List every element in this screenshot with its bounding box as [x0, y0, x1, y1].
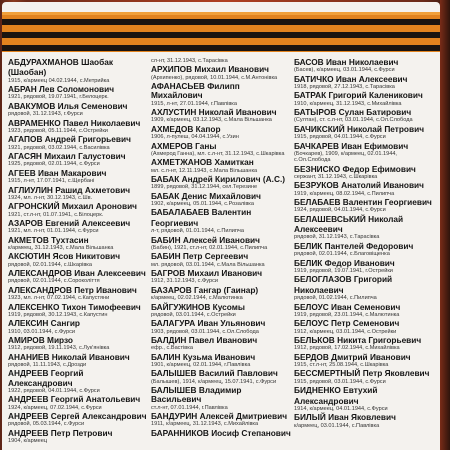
entry-name: Николаевич: [294, 284, 344, 295]
entry-name: БАБАК Денис Михайлович: [151, 190, 261, 201]
entry-name: БАНДУРИН Алексей Дмитриевич: [151, 411, 288, 422]
entry-details: рядовой, 02.01.1944, с.Благовіщенка: [294, 251, 390, 258]
entry-details: к/армеец, 03.01.1944, с.Павлівка: [294, 422, 380, 429]
entry-details: 1912, рядовой, 19.11.1943, с.Лук'янівка: [8, 345, 110, 352]
entry-details: 1904, к/армеец: [8, 438, 48, 445]
memorial-entry: [294, 58, 434, 74]
memorial-entry: [151, 158, 291, 174]
memorial-entry: [8, 369, 148, 394]
entry-name: Александрович: [294, 395, 359, 406]
memorial-entry: [8, 119, 148, 135]
memorial-entry: [294, 369, 434, 385]
memorial-entry: [294, 142, 434, 164]
entry-details: сержант, 31.12.1943, с.Шкарівка: [294, 173, 378, 180]
memorial-entry: [8, 269, 148, 285]
entry-name: АХМЕДОВ Капор: [151, 123, 221, 134]
entry-name: БЕЗНИСКО Федор Ефимович: [294, 163, 416, 174]
memorial-entry: [294, 319, 434, 335]
entry-name: БИЛЫЙ Иван Яковлевич: [294, 412, 396, 423]
entry-details: к/армеец, 31.12.1943, с.Мала Вільшанка: [8, 244, 114, 251]
memorial-entry: [8, 102, 148, 118]
entry-name: БАЛЫШЕВ Владимир Васильевич: [151, 385, 242, 405]
entry-name: БЕЛОУС Петр Семенович: [294, 318, 400, 329]
memorial-entry: [151, 336, 291, 352]
entry-name: АНАНИЕВ Николай Иванович: [8, 351, 130, 362]
entry-name: АКСЮТИН Ясов Никитович: [8, 251, 121, 262]
memorial-entry: [294, 397, 434, 413]
entry-details: мл. с.л-нт, 12.11.1943, с.Мала Вільшанка: [151, 167, 258, 174]
entry-details: 1922, рядовой, 04.01.1944, с.Фурси: [8, 387, 100, 394]
memorial-entry: [294, 198, 434, 214]
entry-details: ефр., с.Вастівка: [151, 345, 193, 352]
entry-name: АБРАН Лев Соломонович: [8, 84, 115, 95]
entry-details: 1912, 31.12.1943, с.Фурси: [151, 278, 219, 285]
memorial-entry: [151, 219, 291, 235]
entry-details: 1901, к/армеец, 02.01.1944, г.Павлівка: [151, 361, 251, 368]
memorial-entry: [294, 125, 434, 141]
entry-details: 1919, к/армеец, 08.02.1944, с.Пилипча: [294, 190, 395, 197]
entry-name: АХЛУСТИН Николай Иванович: [151, 107, 277, 118]
entry-name: БАБИН Алексей Иванович: [151, 234, 260, 245]
entry-details: ст.л-нт, 07.01.1944, г.Павлівка: [151, 404, 228, 411]
column-1: [8, 58, 151, 450]
memorial-entry: [151, 208, 291, 217]
entry-details: 1902, к/армеец, 05.01.1944, с.Розалівка: [151, 201, 254, 208]
entry-name: БАЛЫШЕВ Василий Павлович: [151, 368, 278, 379]
entry-name: АВАКУМОВ Илья Семенович: [8, 100, 128, 111]
memorial-entry: [8, 429, 148, 445]
memorial-entry: [151, 142, 291, 158]
memorial-entry: [151, 252, 291, 268]
memorial-entry: [8, 58, 148, 67]
memorial-entry: [8, 219, 148, 235]
entry-name: АГРОНСКИЙ Михаил Аронович: [8, 201, 137, 212]
entry-name: АКМЕТОВ Тухтасин: [8, 234, 89, 245]
memorial-entry: [8, 319, 148, 335]
entry-details: 1915, к/армеец 04.02.1944, с.Метрийка: [8, 77, 110, 84]
entry-details: (Султан), ст. с.л-нт, 03.01.1944, с.Ол.Слобода: [294, 117, 413, 124]
entry-details: (Архипенко), рядовой, 10.01.1944, с.М.Антонівка: [151, 74, 278, 81]
entry-name: БЕЛИК Пантелей Федорович: [294, 240, 414, 251]
entry-details: рядовой, 31.12.1943, с.Тарасівка: [294, 234, 380, 241]
memorial-entry: [294, 181, 434, 197]
entry-details: мл. рядовой, 03.01.1944, с.Мала Вільшанка: [151, 261, 265, 268]
column-2: [151, 58, 294, 450]
entry-name: АРХИПОВ Михаил Иванович: [151, 64, 270, 75]
entry-name: БАЛИН Кузьма Иванович: [151, 351, 256, 362]
entry-details: 1910, 03.01.1944, с.Фурси: [8, 328, 76, 335]
memorial-entry: [151, 386, 291, 411]
column-3: [294, 58, 437, 450]
memorial-entry: [151, 369, 291, 385]
entry-details: 1909, к/армеец, 03.12.1943, с.Мала Вільшанка: [151, 117, 272, 124]
entry-details: рядовой, 02.01.1944, с.Шкарівка: [8, 261, 92, 268]
memorial-entry: [294, 215, 434, 224]
entry-name: БАЧИКСКИЙ Николай Петрович: [294, 123, 425, 134]
memorial-entry: [294, 225, 434, 241]
entry-details: (Ахмерод Ганна), мл. с.л-нт, 31.12.1943, с.Шкарівка: [151, 150, 285, 157]
memorial-entry: [294, 275, 434, 284]
memorial-entry: [151, 58, 291, 64]
entry-details: 1924, мл. л-нт, 30.12.1943, с.Шв.: [8, 194, 93, 201]
memorial-entry: [294, 108, 434, 124]
memorial-entry: [294, 259, 434, 275]
entry-name: БАБИН Петр Сергеевич: [151, 251, 249, 262]
entry-name: БАЛАГУРА Иван Ульянович: [151, 318, 266, 329]
entry-details: рядовой, 02.01.1944, с.Сороколіття: [8, 278, 100, 285]
memorial-entry: [294, 286, 434, 302]
memorial-entry: [8, 202, 148, 218]
memorial-entry: [151, 412, 291, 428]
entry-details: рядовой, 01.02.1944, с.Пилипча: [294, 295, 377, 302]
entry-name: БЕРДОВ Дмитрий Иванович: [294, 351, 411, 362]
entry-details: сл-нт, 31.12.1943, с.Тарасівка: [151, 58, 228, 64]
entry-name: АМИРОВ Мирзо: [8, 334, 73, 345]
memorial-entry: [151, 175, 291, 191]
entry-name: АЛЕКСЕНКО Тихон Тимофеевич: [8, 301, 141, 312]
memorial-entry: [8, 395, 148, 411]
entry-details: 1906, л-пулеш, 04.04.1944, с.Узин: [151, 134, 239, 141]
memorial-entry: [151, 108, 291, 124]
entry-name: Алексеевич: [294, 224, 343, 235]
memorial-entry: [151, 286, 291, 302]
entry-name: АГАПОВ Андрей Григорьевич: [8, 134, 131, 145]
memorial-entry: [151, 82, 291, 107]
entry-name: АГЛИУЛИН Рашид Ахметович: [8, 184, 131, 195]
entry-details: (Бабин), 1921, ст.л-нт, 02.01.1944, с.Пилипча: [151, 244, 268, 251]
st-george-ribbon: [2, 12, 440, 52]
entry-details: 1911, к/армеец, 31.12.1943, с.Михайлівка: [151, 421, 259, 428]
memorial-entry: [294, 386, 434, 395]
entry-details: 1921, рядовой, 19.07.1941, г.Белоцерк.: [8, 94, 109, 101]
entry-details: 1914, к/армеец, 04.01.1944, с.Фурси: [294, 405, 388, 412]
memorial-entry: [151, 429, 291, 438]
entry-details: 1924, к/армеец, 07.02.1944, с.Фурси: [8, 404, 102, 411]
entry-name: БЕЛЬКОВ Никита Григорьевич: [294, 334, 422, 345]
book-spine-edge: [440, 0, 450, 450]
entry-name: БЕЗРУКОВ Анатолий Иванович: [294, 180, 424, 191]
memorial-entry: [151, 269, 291, 285]
memorial-entry: [294, 165, 434, 181]
entry-name: АНДРЕЕВ Георгий Анатольевич: [8, 394, 141, 405]
entry-details: рядовой, 31.12.1943, г.Фурси: [8, 111, 83, 118]
memorial-entry: [8, 412, 148, 428]
memorial-entry: [294, 353, 434, 369]
entry-name: БЕЛОГЛАЗОВ Григорий: [294, 274, 393, 285]
entry-name: АЛЕКСАНДРОВ Иван Алексеевич: [8, 268, 146, 279]
memorial-entry: [151, 236, 291, 252]
entry-name: БАЗАРОВ Гангар (Гаинар): [151, 284, 259, 295]
memorial-entry: [151, 319, 291, 335]
entry-name: БАТРАК Григорий Каленикович: [294, 90, 423, 101]
entry-name: БАСОВ Иван Николаевич: [294, 58, 399, 67]
entry-details: 1915, рядовой, 04.01.1944, с.Фурси: [294, 134, 386, 141]
entry-details: 1923, мл. л-нт, 07.02.1944, с.Капустяни: [8, 295, 110, 302]
memorial-entry: [8, 303, 148, 319]
memorial-entry: [151, 303, 291, 319]
entry-name: БАЙГУЖИНОВ Кусомы: [151, 301, 245, 312]
entry-details: 1903, рядовой, 03.01.1944, с.Ол.Слобода: [151, 328, 259, 335]
entry-name: БЕССМЕРТНЫЙ Петр Яковлевич: [294, 368, 430, 379]
entry-details: рядовой, 03.01.1944, с.Острейки: [151, 311, 236, 318]
entry-details: 1923, рядовой, 05.11.1944, с.Острейки: [8, 127, 108, 134]
entry-name: АЛЕКСАНДРОВ Петр Иванович: [8, 284, 137, 295]
entry-name: Георгиевич: [151, 217, 199, 228]
entry-details: рядовой, 11.11.1943, с.Дрозди: [8, 361, 87, 368]
entry-details: 1915, рядовой, 03.01.1944, с.Фурси: [294, 378, 386, 385]
entry-details: 1925, рядовой, 02.01.1944, с.Фурси: [8, 161, 100, 168]
entry-details: 1912, рядовой, 17.02.1944, с.Михайлівка: [294, 345, 400, 352]
entry-name: БАТИЧКО Иван Алексеевич: [294, 73, 408, 84]
entry-details: 1915, л-нт, 27.01.1944, г.Павлівка: [151, 100, 237, 107]
entry-name: БЕЛИК Федор Иванович: [294, 257, 395, 268]
entry-name: АФАНАСЬЕВ Филипп Михайлович: [151, 81, 240, 101]
entry-name: БЕЛАБАЕВ Валентин Георгиевич: [294, 197, 432, 207]
entry-details: к/армеец, 02.02.1944, с.Малютинка: [151, 295, 243, 302]
entry-details: рядовой, 05.03.1944, с.Фурси: [8, 421, 85, 428]
entry-details: (Балышев), 1914, к/армеец, 15.07.1941, с.Фурси: [151, 378, 277, 385]
memorial-entry: [151, 65, 291, 81]
entry-name: АЗАРОВ Евгений Алексеевич: [8, 217, 131, 228]
entry-name: АНДРЕЕВ Георгий Александрович: [8, 368, 84, 388]
memorial-entry: [8, 286, 148, 302]
entry-name: БИДНЕНКО Евтухий: [294, 385, 378, 396]
entry-name: БАБАЛАБАЕВ Валентин: [151, 207, 252, 218]
entry-name: БЕЛОУС Иван Семенович: [294, 301, 401, 312]
entry-name: (Шаобан): [8, 67, 47, 78]
entry-details: 1921, рядовой, 03.02.1944, с.Василівка: [8, 144, 110, 151]
entry-name: АХМЕРОВ Ганы: [151, 140, 217, 151]
entry-details: 1919, рядовой, 19.07.1941, г.Острейки: [294, 267, 393, 274]
memorial-entry: [8, 135, 148, 151]
entry-name: БАЛДИН Павел Иванович: [151, 334, 258, 345]
entry-name: БАЧКАРЕВ Иван Ефимович: [294, 140, 409, 151]
memorial-entry: [8, 186, 148, 202]
entry-details: 1915, ст.л-нт, 25.08.1944, с.Шкарівка: [294, 361, 389, 368]
entry-details: 1924, рядовой, 04.01.1944, с.Фурси: [294, 207, 386, 214]
entry-details: (Басев), к/армеец, 03.01.1944, с.Фурси: [294, 67, 395, 74]
entry-details: 1919, рядовой, 30.12.1943, с.Капустин: [8, 311, 108, 318]
name-columns: [8, 58, 438, 450]
entry-details: 1910, к/армеец, 31.12.1943, с.Михайлівка: [294, 100, 402, 107]
entry-details: 1921, мл. л-нт, 01.01.1944, с.Фурси: [8, 228, 99, 235]
entry-name: БАТЫРОВ Сулан Батирович: [294, 107, 412, 118]
memorial-entry: [151, 192, 291, 208]
memorial-entry: [294, 336, 434, 352]
entry-name: АГАСЯН Михаил Галустович: [8, 151, 126, 162]
entry-details: 1912, к/армеец, 03.01.1944, с.Острейки: [294, 328, 397, 335]
memorial-entry: [8, 353, 148, 369]
entry-name: АВРАМЕНКО Павел Николаевич: [8, 117, 141, 128]
entry-details: 1899, рядовой, 31.12.1944, сел.Терезине: [151, 184, 258, 191]
memorial-book-page: [2, 2, 440, 450]
entry-name: АГЕЕВ Иван Макарович: [8, 167, 107, 178]
entry-name: АНДРЕЕВ Сергей Александрович: [8, 411, 147, 422]
memorial-entry: [8, 68, 148, 84]
memorial-entry: [294, 413, 434, 429]
entry-details: л-т, рядовой, 01.01.1944, с.Пилипча: [151, 228, 244, 235]
entry-details: 1919, рядовой, 23.01.1944, с.Малютинка: [294, 311, 400, 318]
memorial-entry: [8, 169, 148, 185]
entry-details: 1915, л-нт, 17.07.1941, с.Щербані: [8, 178, 95, 185]
memorial-entry: [8, 336, 148, 352]
entry-details: 1918, рядовой, 27.12.1943, с.Тарасівка: [294, 84, 395, 90]
entry-name: АБДУРАХМАНОВ Шаобак: [8, 58, 114, 67]
memorial-entry: [8, 236, 148, 252]
memorial-entry: [294, 91, 434, 107]
memorial-entry: [151, 125, 291, 141]
memorial-entry: [8, 85, 148, 101]
entry-name: АХМЕТЖАНОВ Хамиткан: [151, 157, 254, 168]
entry-name: АНДРЕЕВ Петр Петрович: [8, 427, 113, 438]
memorial-entry: [294, 303, 434, 319]
entry-name: БАРАННИКОВ Иосиф Степанович: [151, 427, 291, 438]
entry-name: БАБАК Андрей Кирилович (А.С.): [151, 174, 286, 185]
entry-details: 1921, ст.л-нт, 01.07.1941, с.Білоцерк.: [8, 211, 104, 218]
memorial-entry: [294, 242, 434, 258]
memorial-entry: [151, 353, 291, 369]
memorial-entry: [8, 252, 148, 268]
entry-details: (Бочкарев), 1909, к/армеец, 02.01.1944, с.Ол.Слобода: [294, 150, 397, 164]
entry-name: АЛЕКСИН Сангир: [8, 318, 80, 329]
entry-name: БЕЛАШЕВСЬКИЙ Николай: [294, 213, 404, 224]
entry-name: БАГРОВ Михаил Иванович: [151, 268, 263, 279]
memorial-entry: [294, 75, 434, 91]
memorial-entry: [8, 152, 148, 168]
